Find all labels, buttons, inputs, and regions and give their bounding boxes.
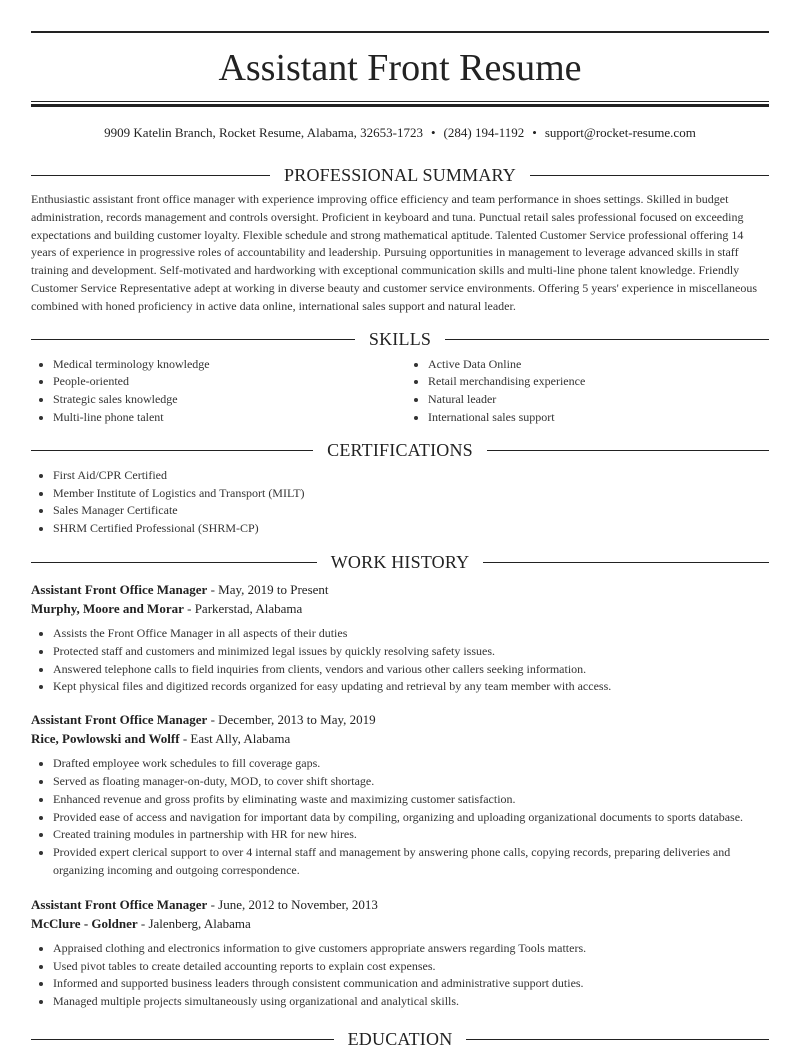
contact-line — [31, 124, 769, 142]
job-company-line — [31, 599, 769, 618]
skill-item: • Medical terminology knowledge — [53, 356, 406, 374]
skill-item: • Active Data Online — [428, 356, 769, 374]
certifications-list — [31, 467, 769, 538]
certification-item: • SHRM Certified Professional (SHRM-CP) — [53, 520, 769, 538]
section-title: PROFESSIONAL SUMMARY — [284, 164, 516, 185]
heading-rule — [31, 175, 270, 176]
job-bullet: • Assists the Front Office Manager in all aspects of their duties — [53, 625, 769, 643]
heading-rule — [31, 450, 313, 451]
job-company: Murphy, Moore and Morar — [31, 600, 184, 616]
section-heading-summary — [31, 163, 769, 187]
section-heading-skills — [31, 328, 769, 352]
heading-rule — [445, 339, 769, 340]
job-dates: - June, 2012 to November, 2013 — [207, 896, 378, 912]
skills-column-left — [31, 356, 406, 427]
job-bullet: • Informed and supported business leaders through consistent communication and administrative support duties. — [53, 975, 769, 993]
job-bullet: • Drafted employee work schedules to fill coverage gaps. — [53, 755, 769, 773]
job-location: - Jalenberg, Alabama — [137, 915, 251, 931]
skill-item: • International sales support — [428, 409, 769, 427]
job-title: Assistant Front Office Manager — [31, 712, 208, 728]
job-bullets — [31, 755, 769, 880]
job-bullet: • Enhanced revenue and gross profits by eliminating waste and maximizing customer satisfaction. — [53, 791, 769, 809]
skill-item: • Retail merchandising experience — [428, 373, 769, 391]
certification-item: • First Aid/CPR Certified — [53, 467, 769, 485]
resume-title: Assistant Front Resume — [218, 47, 582, 89]
job-company: McClure - Goldner — [31, 915, 138, 931]
contact-separator: • — [430, 125, 436, 140]
job-entry — [31, 710, 769, 880]
job-bullets — [31, 940, 769, 1011]
job-title-line — [31, 580, 769, 599]
section-title: WORK HISTORY — [330, 552, 470, 573]
heading-rule — [483, 562, 769, 563]
job-company: Rice, Powlowski and Wolff — [31, 731, 180, 747]
job-bullet: • Managed multiple projects simultaneously using organizational and analytical skills. — [53, 993, 769, 1011]
header-divider-thin — [31, 101, 769, 102]
section-heading-education — [31, 1028, 769, 1052]
heading-rule — [487, 450, 769, 451]
contact-separator: • — [532, 125, 537, 140]
job-bullet: • Provided expert clerical support to over 4 internal staff and management by answering phone calls, copying records, preparing deliveries and organizing incoming and outgoing correspondence. — [53, 844, 769, 880]
header-top-rule — [31, 31, 769, 33]
skill-item: • Multi-line phone talent — [53, 409, 406, 427]
job-bullets — [31, 625, 769, 696]
skill-item: • Strategic sales knowledge — [53, 391, 406, 409]
resume-body — [31, 163, 769, 1052]
heading-rule — [530, 175, 769, 176]
job-entry — [31, 895, 769, 1011]
job-company-line — [31, 914, 769, 933]
heading-rule — [466, 1039, 769, 1040]
job-title: Assistant Front Office Manager — [31, 581, 208, 597]
skills-list — [31, 356, 769, 427]
job-bullet: • Answered telephone calls to field inquiries from clients, vendors and various other callers seeking information. — [53, 661, 769, 679]
skill-item: • Natural leader — [428, 391, 769, 409]
header-divider-thick — [31, 104, 769, 107]
section-heading-certifications — [31, 439, 769, 463]
section-title: CERTIFICATIONS — [327, 440, 473, 461]
job-bullet: • Served as floating manager-on-duty, MOD, to cover shift shortage. — [53, 773, 769, 791]
heading-rule — [31, 1039, 334, 1040]
job-bullet: • Protected staff and customers and minimized legal issues by quickly resolving safety issues. — [53, 643, 769, 661]
summary-text: Enthusiastic assistant front office manager with experience improving office efficiency and team performance in shoes settings. Skilled in budget administration, records management and controls oversight. Proficient in keyboard and tuna. Punctual retail sales professional focused on exceeding expectations and building customer loyalty. Flexible schedule and strong mathematical aptitude. Talented Customer Service professional offering 14 years of experience in progressive roles of accountability and leadership. Pursuing opportunities in management to leverage advanced skills in staff training and development. Self-motivated and hardworking with exceptional communication skills and multi-line phone talent knowledge. Friendly Customer Service Representative adept at working in diverse beauty and customer service environments. Offering 5 years' experience in miscellaneous combined with honed proficiency in active data online, international sales support and natural leader. — [31, 192, 758, 313]
job-bullet: • Provided ease of access and navigation for important data by compiling, organizing and uploading organizational documents to sports database. — [53, 809, 769, 827]
job-title: Assistant Front Office Manager — [31, 896, 208, 912]
section-title: SKILLS — [368, 329, 432, 350]
heading-rule — [31, 339, 355, 340]
skill-item: • People-oriented — [53, 373, 406, 391]
job-title-line — [31, 710, 769, 729]
job-entry — [31, 580, 769, 696]
certification-item: • Member Institute of Logistics and Transport (MILT) — [53, 485, 769, 503]
contact-address: 9909 Katelin Branch, Rocket Resume, Alabama, 32653-1723 — [104, 125, 423, 140]
job-title-line — [31, 895, 769, 914]
section-title: EDUCATION — [347, 1029, 453, 1050]
certification-item: • Sales Manager Certificate — [53, 502, 769, 520]
heading-rule — [31, 562, 317, 563]
job-bullet: • Created training modules in partnership with HR for new hires. — [53, 826, 769, 844]
contact-phone: (284) 194-1192 — [443, 125, 525, 140]
section-heading-work-history — [31, 551, 769, 575]
contact-email: support@rocket-resume.com — [544, 125, 696, 140]
job-bullet: • Appraised clothing and electronics information to give customers appropriate answers regarding Tools matters. — [53, 940, 769, 958]
job-location: - East Ally, Alabama — [179, 731, 291, 747]
job-bullet: • Used pivot tables to create detailed accounting reports to explain cost expenses. — [53, 958, 769, 976]
job-location: - Parkerstad, Alabama — [183, 600, 303, 616]
job-dates: - May, 2019 to Present — [207, 581, 329, 597]
job-dates: - December, 2013 to May, 2019 — [207, 712, 376, 728]
skills-column-right — [406, 356, 769, 427]
job-bullet: • Kept physical files and digitized records organized for easy updating and retrieval by any team member with access. — [53, 678, 769, 696]
job-company-line — [31, 729, 769, 748]
